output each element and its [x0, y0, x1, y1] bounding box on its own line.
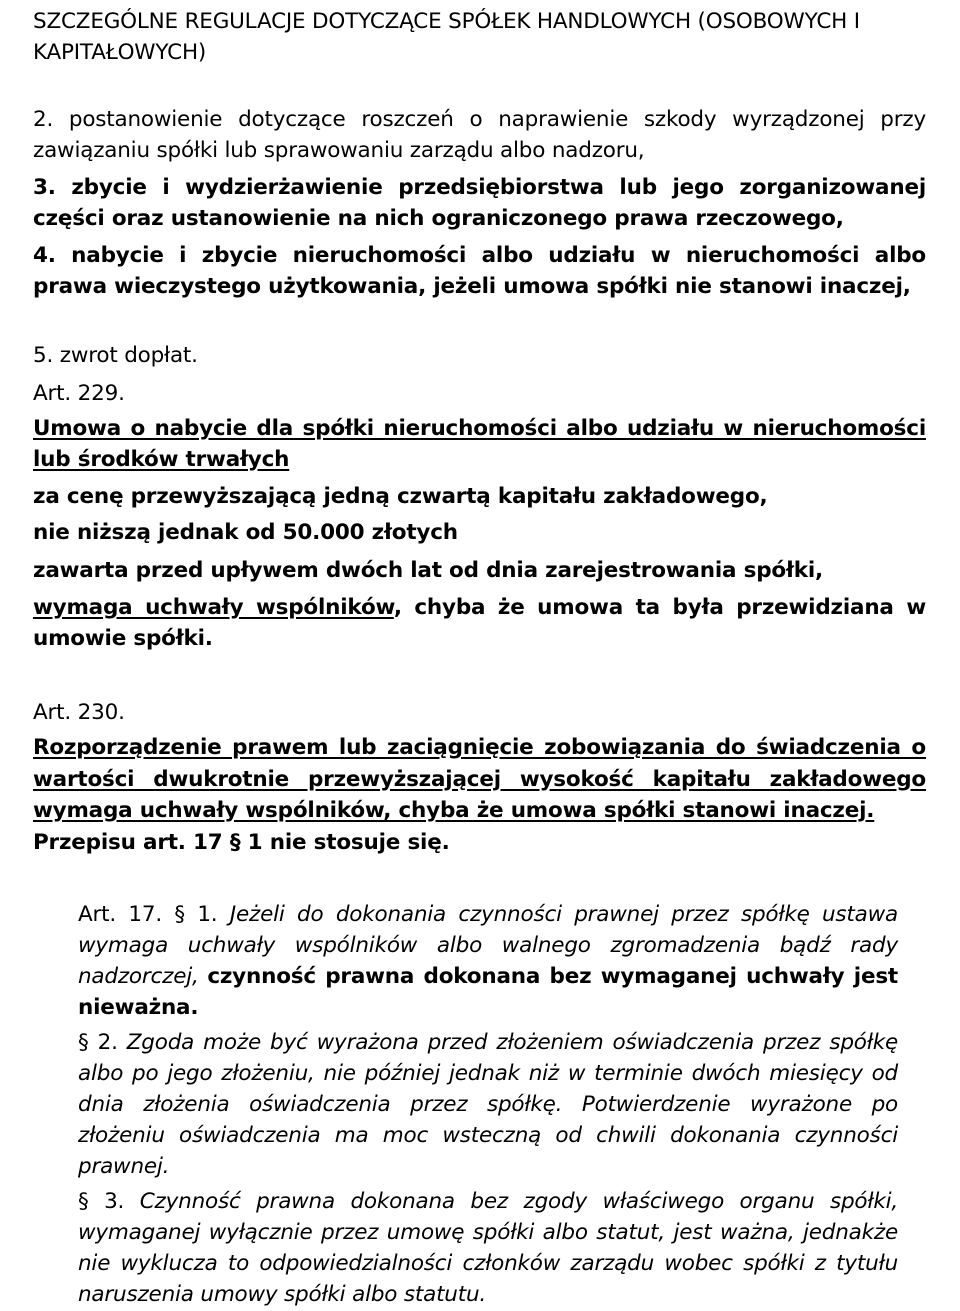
list-item-2: 2. postanowienie dotyczące roszczeń o naprawienie szkody wyrządzonej przy zawiązaniu spółki lub sprawowaniu zarządu albo nadzoru, — [33, 107, 926, 163]
title-line-2: KAPITAŁOWYCH) — [33, 40, 207, 65]
list-item-5: 5. zwrot dopłat. — [33, 343, 198, 368]
art-17-p3-label: § 3. — [78, 1189, 125, 1214]
art-17-p1-label: Art. 17. § 1. — [78, 902, 218, 927]
art-17-paragraph-2 — [78, 1027, 898, 1182]
art-229-line-4: zawarta przed upływem dwóch lat od dnia zarejestrowania spółki, — [33, 558, 823, 583]
title-line-1: SZCZEGÓLNE REGULACJE DOTYCZĄCE SPÓŁEK HANDLOWYCH (OSOBOWYCH I — [33, 9, 860, 34]
art-229-line-5-rest: , chyba że umowa ta była przewidziana w umowie spółki. — [33, 595, 926, 651]
art-17-p1-text: Jeżeli do dokonania czynności prawnej przez spółkę ustawa wymaga uchwały wspólników albo walnego zgromadzenia bądź rady nadzorczej, — [78, 902, 898, 989]
page-title — [33, 6, 926, 68]
art-229-line-3: nie niższą jednak od 50.000 złotych — [33, 520, 458, 545]
art-230-last: Przepisu art. 17 § 1 nie stosuje się. — [33, 830, 450, 855]
art-229-heading: Art. 229. — [33, 381, 125, 406]
art-17-p3-text: Czynność prawna dokonana bez zgody właściwego organu spółki, wymaganej wyłącznie przez umowę spółki albo statut, jest ważna, jednakże nie wyklucza to odpowiedzialności członków zarządu wobec spółki z tytułu naruszenia umowy spółki albo statutu. — [78, 1189, 898, 1307]
art-230-heading: Art. 230. — [33, 700, 125, 725]
art-229-line-5 — [33, 592, 926, 654]
art-17-p1-bold: czynność prawna dokonana bez wymaganej uchwały jest nieważna. — [78, 964, 898, 1020]
list-item-3: 3. zbycie i wydzierżawienie przedsiębiorstwa lub jego zorganizowanej części oraz ustanowienie na nich ograniczonego prawa rzeczowego, — [33, 175, 926, 231]
art-230-underlined: Rozporządzenie prawem lub zaciągnięcie zobowiązania do świadczenia o wartości dwukrotnie przewyższającej wysokość kapitału zakładowego wymaga uchwały wspólników, chyba że umowa spółki stanowi inaczej. — [33, 735, 926, 823]
art-17-paragraph-1 — [78, 899, 898, 1023]
art-229-line-1: Umowa o nabycie dla spółki nieruchomości albo udziału w nieruchomości lub środków trwałych — [33, 416, 926, 472]
list-item-4: 4. nabycie i zbycie nieruchomości albo udziału w nieruchomości albo prawa wieczystego użytkowania, jeżeli umowa spółki nie stanowi inaczej, — [33, 243, 926, 299]
art-229-underlined: wymaga uchwały wspólników — [33, 595, 394, 620]
art-17-p2-label: § 2. — [78, 1030, 118, 1055]
art-17-paragraph-3 — [78, 1186, 898, 1310]
art-229-line-2: za cenę przewyższającą jedną czwartą kapitału zakładowego, — [33, 484, 768, 509]
art-17-p2-text: Zgoda może być wyrażona przed złożeniem oświadczenia przez spółkę albo po jego złożeniu, nie później jednak niż w terminie dwóch miesięcy od dnia złożenia oświadczenia przez spółkę. Potwierdzenie wyrażone po złożeniu oświadczenia ma moc wsteczną od chwili dokonania czynności prawnej. — [78, 1030, 898, 1179]
